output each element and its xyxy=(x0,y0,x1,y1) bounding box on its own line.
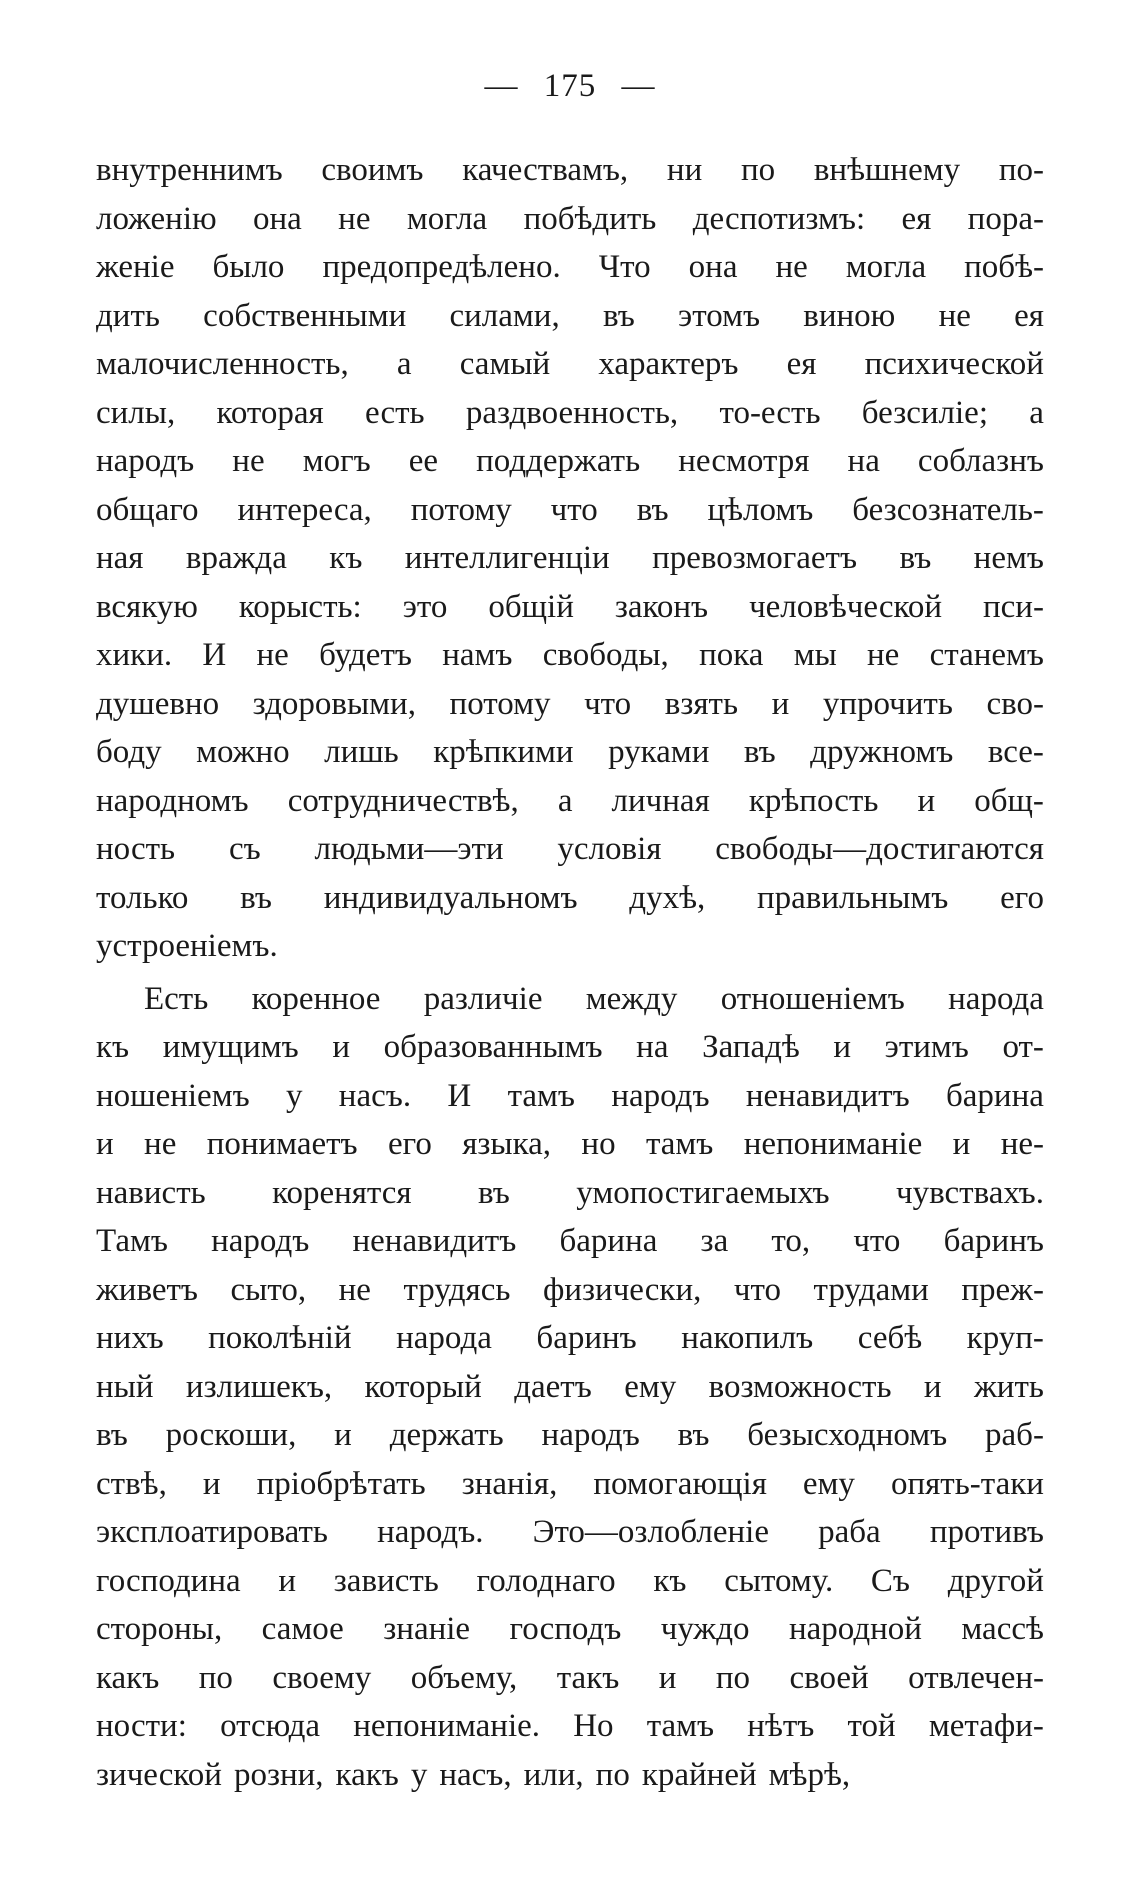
word: опять-таки xyxy=(890,1465,1044,1502)
word: въ xyxy=(677,1417,710,1453)
word: массѣ xyxy=(961,1611,1044,1647)
word: лишь xyxy=(324,734,399,770)
word: здоровыми, xyxy=(252,685,416,722)
word: пока xyxy=(699,637,764,673)
word: барина xyxy=(559,1223,658,1259)
word: можно xyxy=(196,734,290,770)
text-line xyxy=(96,1314,1044,1363)
word: побѣ- xyxy=(964,249,1044,285)
word: барина xyxy=(946,1077,1044,1114)
text-line xyxy=(96,1751,1044,1800)
text-line xyxy=(96,1557,1044,1606)
word: а xyxy=(1029,394,1044,431)
word: народа xyxy=(396,1320,492,1356)
word: трудясь xyxy=(403,1271,511,1308)
word: что xyxy=(584,685,632,722)
word: потому xyxy=(410,491,512,528)
word: какъ xyxy=(335,1756,399,1793)
word: зависть xyxy=(333,1562,439,1599)
word: ложенію xyxy=(96,200,217,237)
text-line xyxy=(96,1120,1044,1169)
word: собственными xyxy=(203,297,407,334)
word: душевно xyxy=(96,685,220,722)
word: тамъ xyxy=(646,1708,715,1744)
word: не xyxy=(338,200,371,237)
word: потому xyxy=(449,685,551,722)
word: общаго xyxy=(96,491,199,528)
word: коренятся xyxy=(272,1174,412,1211)
word: какъ xyxy=(96,1659,160,1696)
word: ная xyxy=(96,540,144,576)
word: у xyxy=(410,1756,428,1793)
word: хики. xyxy=(96,637,173,673)
word: противъ xyxy=(929,1514,1044,1550)
word: она xyxy=(253,200,302,237)
word: корысть: xyxy=(238,588,362,625)
word: который xyxy=(364,1368,482,1405)
word: силами, xyxy=(449,297,560,334)
word: взять xyxy=(664,685,739,722)
word: и xyxy=(917,782,936,819)
word: понимаетъ xyxy=(206,1126,358,1162)
word: станемъ xyxy=(929,637,1044,673)
word: на xyxy=(636,1029,669,1065)
word: своему xyxy=(272,1659,372,1696)
page-number-dash-left: — xyxy=(484,68,519,104)
word: Но xyxy=(573,1708,614,1744)
word: тамъ xyxy=(645,1126,714,1162)
word: качествамъ, xyxy=(462,152,629,188)
word: такъ xyxy=(556,1659,620,1696)
word: пора- xyxy=(967,200,1044,237)
word: образованнымъ xyxy=(383,1029,603,1065)
word: законъ xyxy=(614,588,709,625)
word: не xyxy=(938,297,971,334)
word: крѣпость xyxy=(748,782,879,819)
word: всякую xyxy=(96,588,198,625)
word: народъ xyxy=(211,1223,310,1259)
word: накопилъ xyxy=(681,1320,814,1356)
text-line xyxy=(96,1605,1044,1654)
word: ему xyxy=(624,1368,677,1405)
word: что xyxy=(733,1271,781,1308)
word: народъ xyxy=(541,1417,640,1453)
word: только xyxy=(96,879,189,916)
word: баринъ xyxy=(536,1320,637,1356)
word: и xyxy=(771,685,790,722)
text-line xyxy=(96,1460,1044,1509)
word: мы xyxy=(793,637,837,673)
word: тамъ xyxy=(507,1077,575,1114)
word: отсюда xyxy=(220,1708,321,1744)
text-line xyxy=(96,1363,1044,1412)
word: устроеніемъ. xyxy=(96,928,278,964)
word: цѣломъ xyxy=(707,491,814,528)
word: жить xyxy=(974,1368,1044,1405)
text-line xyxy=(96,631,1044,680)
word: дружномъ xyxy=(810,734,954,770)
word: поддержать xyxy=(476,443,641,479)
word: не xyxy=(338,1271,371,1308)
word: сытому. xyxy=(724,1562,834,1599)
word: самый xyxy=(459,346,551,382)
word: силы, xyxy=(96,394,176,431)
word: въ xyxy=(96,1417,128,1453)
word: не xyxy=(775,249,808,285)
word: народной xyxy=(788,1611,922,1647)
word: личная xyxy=(611,782,710,819)
word: непониманіе. xyxy=(353,1708,541,1744)
word: въ xyxy=(899,540,932,576)
word: имущимъ xyxy=(162,1029,299,1065)
word: и xyxy=(952,1126,971,1162)
word: въ xyxy=(602,297,635,334)
text-line xyxy=(96,486,1044,535)
word: насъ, xyxy=(439,1756,512,1793)
word: интереса, xyxy=(237,491,372,528)
word: Съ xyxy=(870,1562,910,1599)
word: ненавидитъ xyxy=(352,1223,517,1259)
word: раб- xyxy=(985,1417,1044,1453)
word: боду xyxy=(96,734,162,770)
word: общій xyxy=(488,588,574,625)
word: побѣдить xyxy=(523,200,657,237)
text-line xyxy=(96,1702,1044,1751)
word: даетъ xyxy=(514,1368,592,1405)
word: что xyxy=(853,1223,901,1259)
text-line xyxy=(96,874,1044,923)
word: живетъ xyxy=(96,1271,198,1308)
word: не xyxy=(256,637,289,673)
word: народъ xyxy=(96,443,195,479)
word: духѣ, xyxy=(629,879,706,916)
word: ему xyxy=(802,1465,855,1502)
word: не xyxy=(867,637,900,673)
word: своимъ xyxy=(321,152,424,188)
word: И xyxy=(202,637,227,673)
word: ненавидитъ xyxy=(745,1077,910,1114)
word: голоднаго xyxy=(476,1562,616,1599)
page-number: 175 xyxy=(543,68,597,104)
word: въ xyxy=(743,734,776,770)
word: отношеніемъ xyxy=(720,980,905,1017)
word: Это—озлобленіе xyxy=(532,1514,769,1550)
word: внѣшнему xyxy=(813,152,961,188)
word: ность xyxy=(96,831,176,867)
word: самое xyxy=(261,1611,344,1647)
word: Что xyxy=(598,249,651,285)
word: крѣпкими xyxy=(433,734,574,770)
word: раба xyxy=(818,1514,881,1550)
word: по xyxy=(595,1756,630,1793)
word: есть xyxy=(365,394,425,431)
word: мѣрѣ, xyxy=(768,1756,851,1793)
text-line xyxy=(96,146,1044,195)
word: господъ xyxy=(509,1611,622,1647)
text-line xyxy=(96,1266,1044,1315)
text-line xyxy=(96,777,1044,826)
word: Западѣ xyxy=(702,1029,800,1065)
text-line xyxy=(96,534,1044,583)
word: насъ. xyxy=(338,1077,412,1114)
text-line xyxy=(96,243,1044,292)
page-number-header xyxy=(0,68,1140,105)
word: этомъ xyxy=(678,297,761,334)
word: отвлечен- xyxy=(908,1659,1044,1696)
paragraph xyxy=(96,975,1044,1800)
word: сво- xyxy=(986,685,1044,722)
word: общ- xyxy=(974,782,1044,819)
word: баринъ xyxy=(943,1223,1044,1259)
word: человѣческой xyxy=(749,588,943,625)
text-line xyxy=(96,389,1044,438)
word: Тамъ xyxy=(96,1223,168,1259)
word: физически, xyxy=(542,1271,702,1308)
body-text xyxy=(96,146,1044,1799)
word: и xyxy=(833,1029,852,1065)
word: виною xyxy=(803,297,896,334)
word: своей xyxy=(789,1659,869,1696)
word: раздвоенность, xyxy=(465,394,679,431)
word: не xyxy=(144,1126,177,1162)
word: вражда xyxy=(185,540,287,576)
word: характеръ xyxy=(598,346,739,382)
word: круп- xyxy=(966,1320,1044,1356)
word: безсиліе; xyxy=(861,394,988,431)
word: и xyxy=(658,1659,677,1696)
word: нависть xyxy=(96,1174,206,1211)
text-line xyxy=(96,437,1044,486)
word: у xyxy=(285,1077,303,1114)
word: съ xyxy=(228,831,261,867)
word: зической xyxy=(96,1756,222,1793)
word: внутреннимъ xyxy=(96,152,283,188)
word: его xyxy=(1000,879,1044,916)
word: могла xyxy=(845,249,927,285)
word: языка, xyxy=(462,1126,552,1162)
word: а xyxy=(557,782,573,819)
word: эксплоатировать xyxy=(96,1514,328,1550)
word: условія xyxy=(557,831,662,867)
text-line xyxy=(96,1023,1044,1072)
word: въ xyxy=(240,879,272,916)
word: то-есть xyxy=(719,394,821,431)
word: предопредѣлено. xyxy=(322,249,561,285)
text-line xyxy=(96,1411,1044,1460)
word: малочисленность, xyxy=(96,346,349,382)
word: непониманіе xyxy=(743,1126,923,1162)
word: деспотизмъ: xyxy=(692,200,866,237)
word: держать xyxy=(389,1417,504,1453)
text-line xyxy=(96,1508,1044,1557)
word: могла xyxy=(406,200,488,237)
word: психической xyxy=(864,346,1044,382)
word: и xyxy=(334,1417,352,1453)
text-line xyxy=(96,728,1044,777)
word: къ xyxy=(96,1029,130,1065)
text-line xyxy=(96,1072,1044,1121)
word: безысходномъ xyxy=(747,1417,948,1453)
word: превозмогаетъ xyxy=(652,540,858,576)
word: метафи- xyxy=(928,1708,1044,1744)
word: дить xyxy=(96,297,160,334)
word: знаніе xyxy=(383,1611,471,1647)
word: на xyxy=(847,443,880,479)
word: между xyxy=(585,980,678,1017)
word: умопостигаемыхъ xyxy=(576,1174,830,1211)
word: интеллигенціи xyxy=(404,540,610,576)
word: возможность xyxy=(708,1368,892,1405)
word: свободы—достигаются xyxy=(715,831,1044,867)
word: въ xyxy=(478,1174,510,1211)
word: по xyxy=(715,1659,751,1696)
word: пси- xyxy=(982,588,1044,625)
word: стороны, xyxy=(96,1611,223,1647)
word: пріобрѣтать xyxy=(256,1465,426,1502)
word: могъ xyxy=(302,443,371,479)
word: все- xyxy=(987,734,1044,770)
word: и xyxy=(332,1029,350,1065)
word: знанія, xyxy=(461,1465,558,1502)
word: другой xyxy=(947,1562,1044,1599)
word: что xyxy=(550,491,598,528)
word: народа xyxy=(948,980,1044,1017)
word: не xyxy=(232,443,265,479)
word: розни, xyxy=(233,1756,324,1793)
word: коренное xyxy=(251,980,381,1017)
word: за xyxy=(700,1223,729,1259)
word: и xyxy=(202,1465,221,1502)
text-line xyxy=(96,1217,1044,1266)
text-line xyxy=(96,1169,1044,1218)
word: будетъ xyxy=(319,637,412,673)
word: господина xyxy=(96,1562,241,1599)
word: роскоши, xyxy=(165,1417,297,1453)
word: ствѣ, xyxy=(96,1465,167,1502)
word: женіе xyxy=(96,249,175,285)
word: народъ xyxy=(611,1077,710,1114)
text-line xyxy=(96,340,1044,389)
word: она xyxy=(688,249,738,285)
word: въ xyxy=(636,491,669,528)
word: той xyxy=(847,1708,896,1744)
word: ношеніемъ xyxy=(96,1077,250,1114)
word: трудами xyxy=(813,1271,929,1308)
text-line xyxy=(96,680,1044,729)
word: или, xyxy=(523,1756,584,1793)
word: къ xyxy=(329,540,363,576)
word: несмотря xyxy=(678,443,810,479)
word: немъ xyxy=(973,540,1044,576)
word: то, xyxy=(771,1223,811,1259)
word: народномъ xyxy=(96,782,249,819)
text-line xyxy=(96,292,1044,341)
page-number-dash-right: — xyxy=(621,68,656,104)
word: этимъ xyxy=(884,1029,969,1065)
word: по xyxy=(740,152,776,188)
text-line xyxy=(96,922,1044,971)
word: руками xyxy=(608,734,710,770)
word: свободы, xyxy=(542,637,669,673)
word: и xyxy=(96,1126,114,1162)
paragraph xyxy=(96,146,1044,971)
word: было xyxy=(212,249,285,285)
word: объему, xyxy=(410,1659,518,1696)
word: сотрудничествѣ, xyxy=(287,782,519,819)
text-line xyxy=(96,195,1044,244)
word: по xyxy=(198,1659,233,1696)
word: крайней xyxy=(641,1756,757,1793)
word: народъ. xyxy=(377,1514,484,1550)
word: и xyxy=(923,1368,942,1405)
word: людьми—эти xyxy=(314,831,504,867)
word: чувствахъ. xyxy=(896,1174,1044,1211)
word: нѣтъ xyxy=(747,1708,815,1744)
word: индивидуальномъ xyxy=(323,879,578,916)
word: чуждо xyxy=(660,1611,750,1647)
word: правильнымъ xyxy=(756,879,949,916)
word: соблазнъ xyxy=(917,443,1044,479)
word: ее xyxy=(408,443,439,479)
text-line xyxy=(96,583,1044,632)
word: ности: xyxy=(96,1708,187,1744)
text-line xyxy=(96,975,1044,1024)
word: его xyxy=(387,1126,432,1162)
word: ея xyxy=(901,200,932,237)
text-line xyxy=(96,825,1044,874)
word: упрочить xyxy=(822,685,953,722)
word: это xyxy=(402,588,448,625)
word: преж- xyxy=(961,1271,1044,1308)
word: от- xyxy=(1002,1029,1044,1065)
word: къ xyxy=(653,1562,687,1599)
word: ный xyxy=(96,1368,154,1405)
word: излишекъ, xyxy=(185,1368,333,1405)
word: различіе xyxy=(423,980,543,1017)
word: но xyxy=(581,1126,616,1162)
word: себѣ xyxy=(857,1320,923,1356)
word: ея xyxy=(1014,297,1044,334)
word: помогающія xyxy=(593,1465,767,1502)
word: поколѣній xyxy=(208,1320,352,1356)
word: по- xyxy=(998,152,1044,188)
word: Есть xyxy=(144,980,209,1017)
word: не- xyxy=(1000,1126,1044,1162)
word: а xyxy=(396,346,412,382)
word: ни xyxy=(666,152,703,188)
word: и xyxy=(278,1562,297,1599)
word: намъ xyxy=(442,637,513,673)
word: нихъ xyxy=(96,1320,164,1356)
word: ея xyxy=(786,346,817,382)
word: сыто, xyxy=(230,1271,307,1308)
word: И xyxy=(447,1077,472,1114)
text-line xyxy=(96,1654,1044,1703)
word: которая xyxy=(216,394,324,431)
word: безсознатель- xyxy=(852,491,1044,528)
